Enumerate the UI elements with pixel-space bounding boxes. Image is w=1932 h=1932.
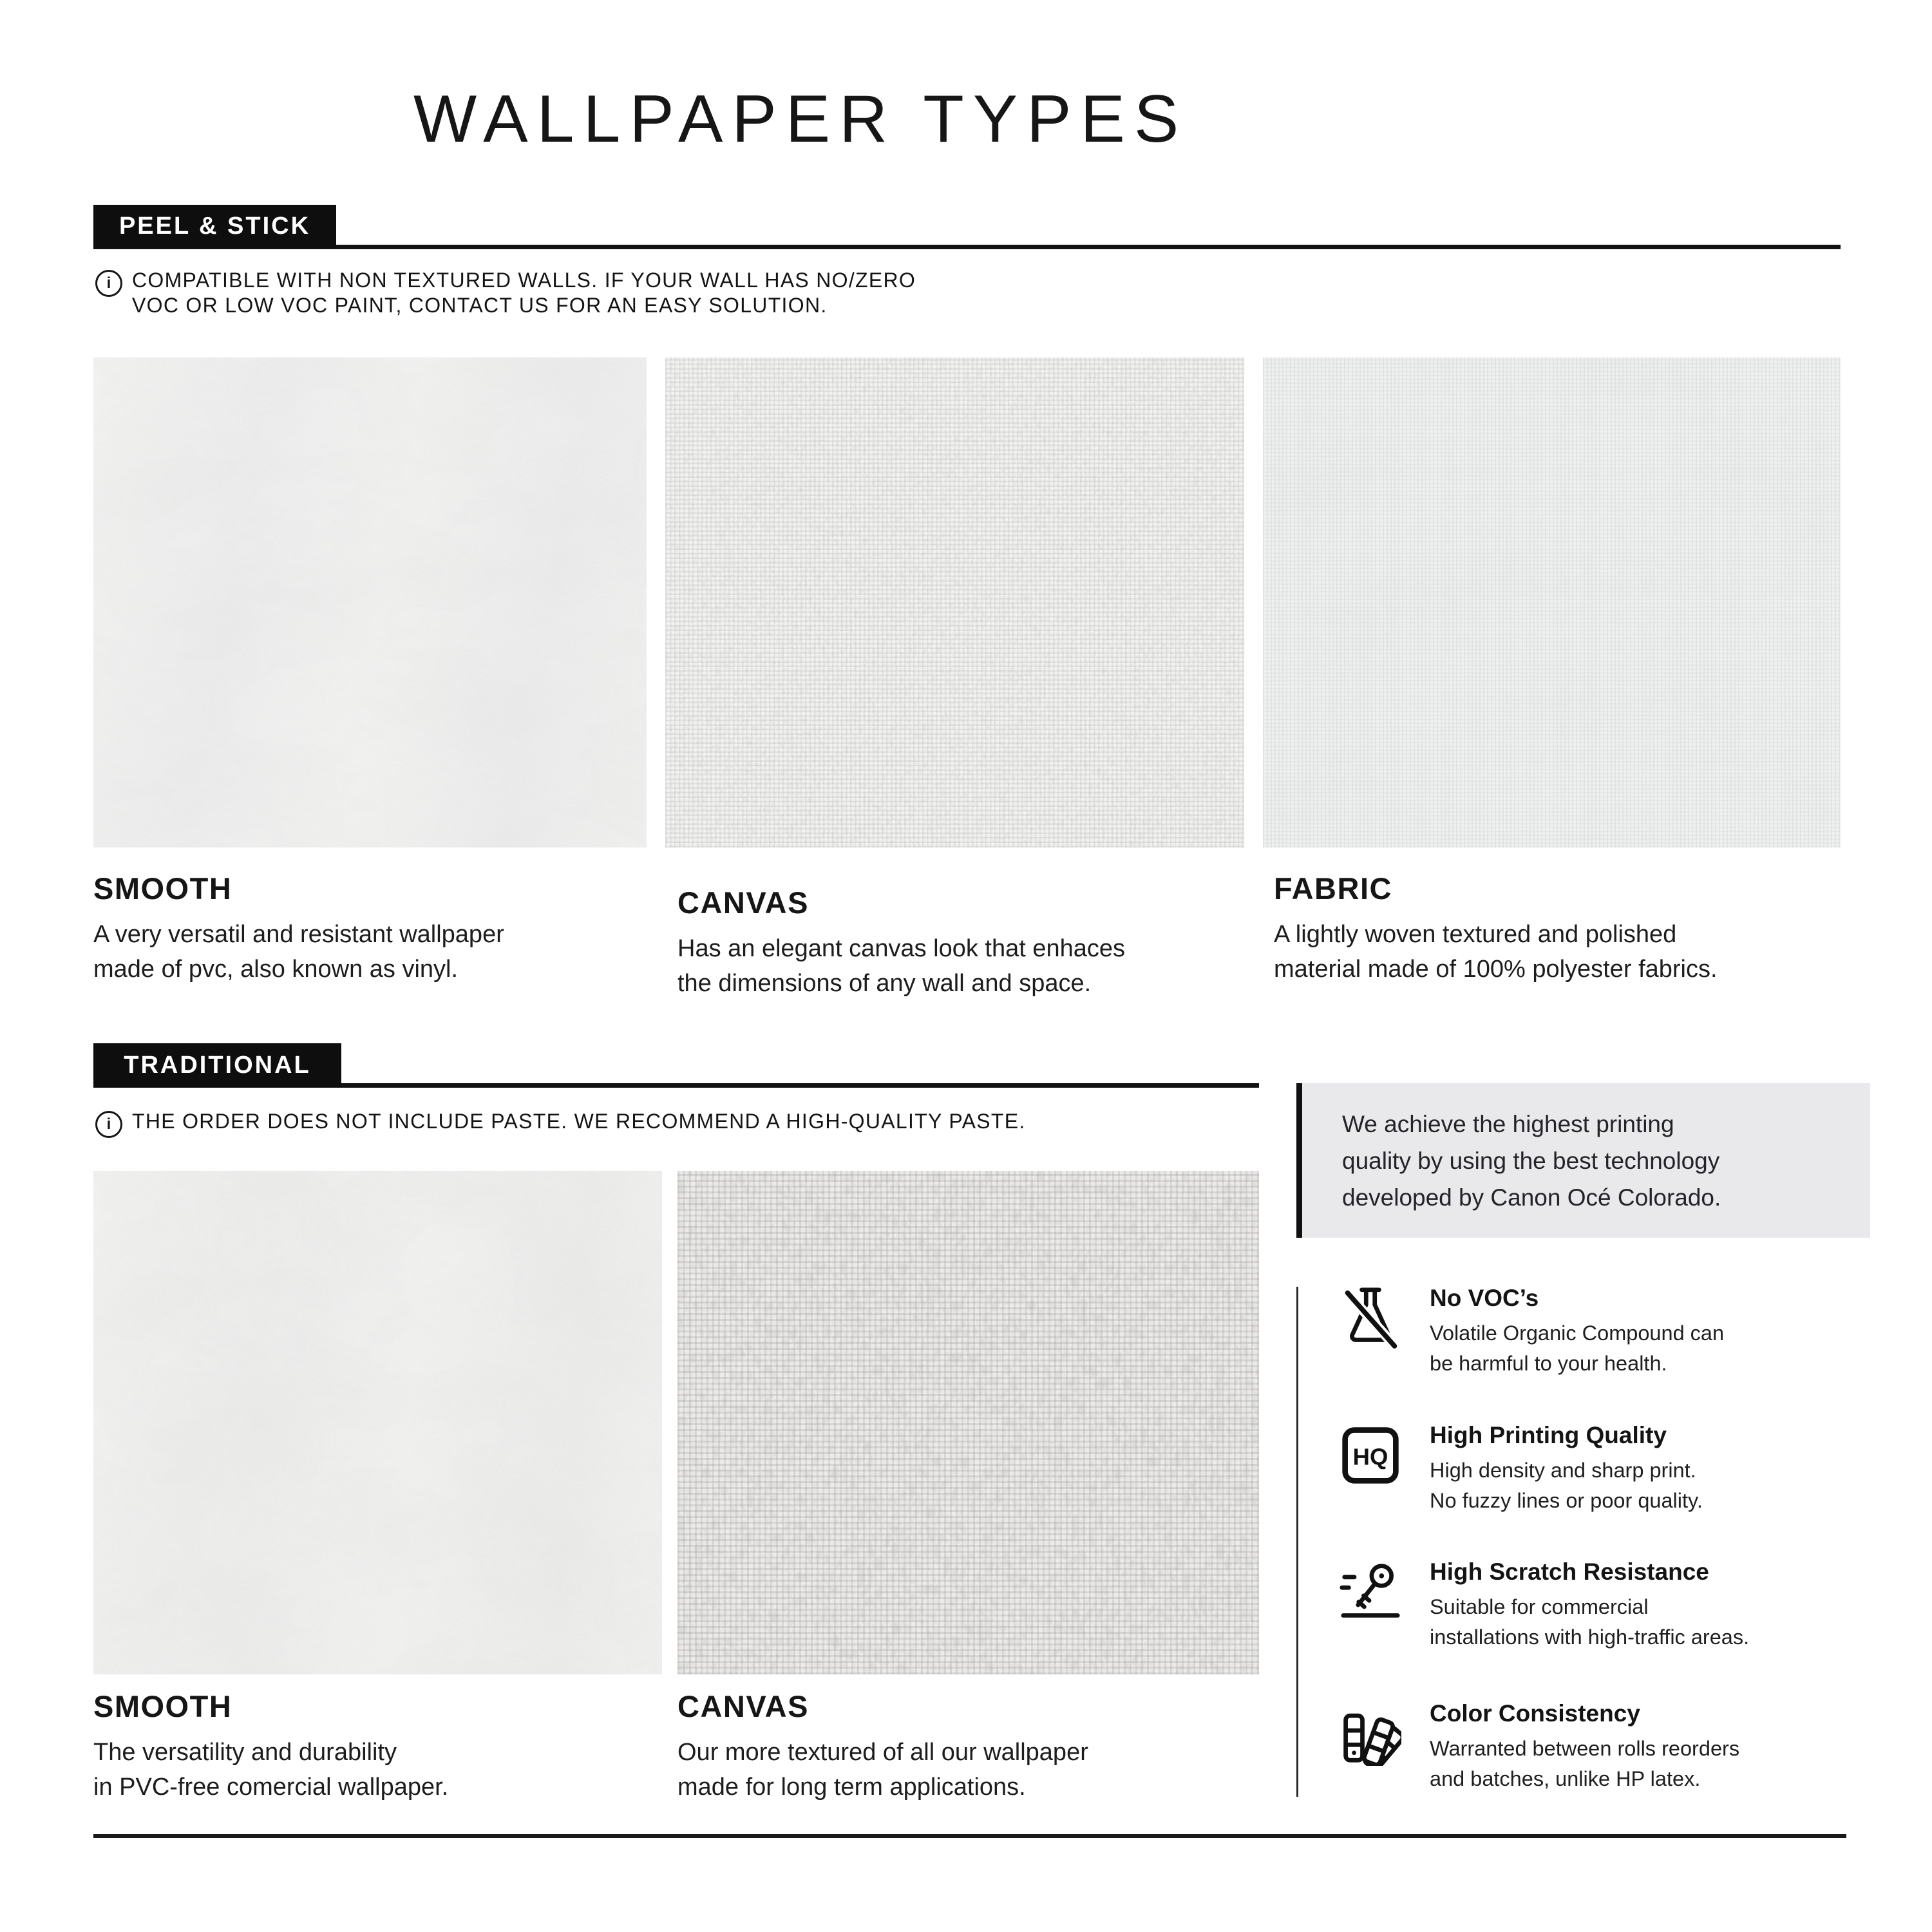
svg-text:HQ: HQ [1352,1443,1388,1470]
feature-no-voc [1340,1285,1724,1379]
quality-note-box [1302,1083,1870,1238]
rough-canvas-texture [677,1171,1259,1674]
feature-title: Color Consistency [1430,1700,1640,1727]
peel-smooth-label [93,871,504,987]
peel-stick-note-text [132,268,916,318]
feature-description: Suitable for commercial installations with high-traffic areas. [1430,1595,1750,1649]
peel-fabric-label [1274,871,1718,987]
page-title: WALLPAPER TYPES [413,82,1188,156]
peel-canvas-swatch [665,357,1244,848]
color-swatches-icon [1340,1700,1401,1766]
type-name: CANVAS [677,886,809,920]
type-name: SMOOTH [93,871,232,905]
features-divider-line [1296,1287,1298,1797]
feature-description: Volatile Organic Compound can be harmful to your health. [1430,1321,1725,1375]
traditional-smooth-label [93,1689,448,1804]
no-voc-flask-icon [1340,1285,1401,1350]
fabric-texture [1263,357,1841,848]
paper-texture [93,1171,662,1674]
type-description: The versatility and durability in PVC-free comercial wallpaper. [93,1739,449,1801]
quality-note-accent-bar [1296,1083,1302,1238]
feature-title: High Printing Quality [1430,1422,1667,1448]
type-description: Has an elegant canvas look that enhaces the dimensions of any wall and space. [677,935,1126,997]
note-line: THE ORDER DOES NOT INCLUDE PASTE. WE RECOMMEND A HIGH-QUALITY PASTE. [132,1110,1026,1133]
feature-text [1430,1422,1703,1516]
canvas-texture [665,357,1244,848]
traditional-canvas-swatch [677,1171,1259,1674]
feature-description: High density and sharp print. No fuzzy lines or poor quality. [1430,1459,1703,1512]
traditional-smooth-swatch [93,1171,662,1674]
hq-badge-icon [1340,1422,1401,1488]
feature-color-consistency [1340,1700,1739,1794]
feature-text [1430,1558,1749,1653]
peel-stick-note [95,268,916,318]
peel-fabric-swatch [1263,357,1841,848]
info-circle-icon: i [95,270,122,297]
quality-note-line: quality by using the best technology [1342,1147,1720,1174]
quality-note-line: developed by Canon Océ Colorado. [1342,1184,1721,1211]
scratch-key-icon [1340,1558,1401,1624]
traditional-canvas-label [677,1689,1088,1804]
feature-title: High Scratch Resistance [1430,1558,1709,1585]
section-badge-label: PEEL & STICK [118,213,311,240]
section-badge-label: TRADITIONAL [124,1051,311,1079]
feature-description: Warranted between rolls reorders and batches, unlike HP latex. [1430,1737,1740,1790]
bottom-rule [93,1834,1846,1838]
note-line: COMPATIBLE WITH NON TEXTURED WALLS. IF YOUR WALL HAS NO/ZERO [132,269,916,292]
type-description: A very versatil and resistant wallpaper made of pvc, also known as vinyl. [93,921,504,983]
type-name: CANVAS [677,1689,809,1723]
quality-note-line: We achieve the highest printing [1342,1110,1674,1137]
info-circle-icon: i [95,1111,122,1138]
feature-text [1430,1285,1724,1379]
feature-text [1430,1700,1739,1794]
peel-canvas-label [677,885,1125,1001]
note-line: VOC OR LOW VOC PAINT, CONTACT US FOR AN EASY SOLUTION. [132,294,828,317]
feature-title: No VOC’s [1430,1285,1539,1311]
type-description: Our more textured of all our wallpaper made for long term applications. [677,1739,1088,1801]
feature-high-printing-quality [1340,1422,1703,1516]
traditional-note-text [132,1109,1026,1138]
paper-texture [93,357,647,848]
type-name: FABRIC [1274,871,1392,905]
type-description: A lightly woven textured and polished material made of 100% polyester fabrics. [1274,921,1718,983]
peel-stick-rule [93,245,1841,249]
peel-smooth-swatch [93,357,647,848]
feature-high-scratch-resistance [1340,1558,1749,1653]
section-badge-peel-stick [93,205,336,248]
traditional-note [95,1109,1026,1138]
section-badge-traditional [93,1043,341,1087]
type-name: SMOOTH [93,1689,232,1723]
